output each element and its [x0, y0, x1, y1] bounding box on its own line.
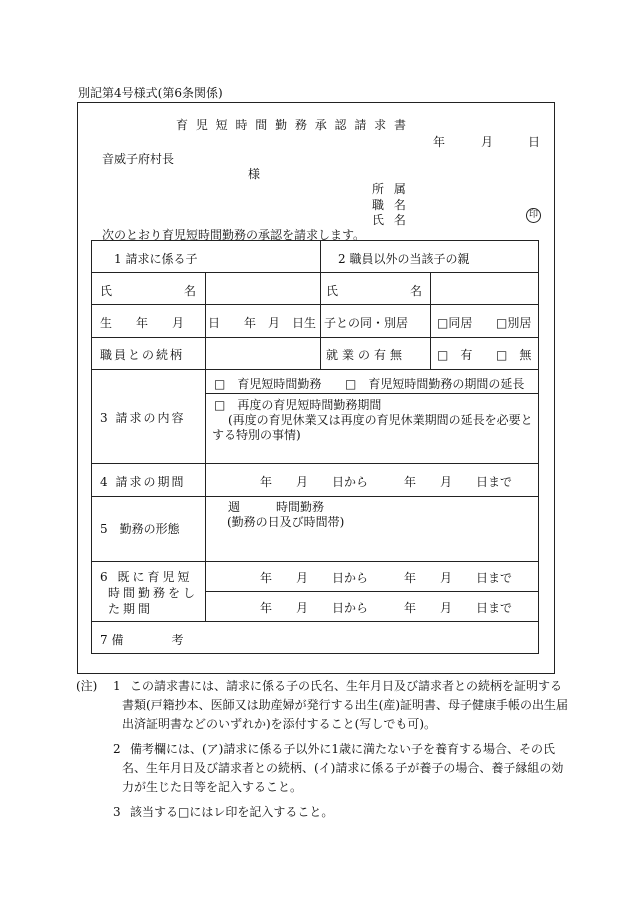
col-line — [205, 369, 206, 621]
option-extension-checkbox[interactable]: □ 育児短時間勤務の期間の延長 — [345, 377, 525, 391]
col-line — [320, 240, 321, 369]
row-line — [91, 337, 539, 338]
previous-period-label-2: 時間勤務をし — [108, 586, 199, 600]
note-3-number: 3 — [113, 805, 121, 819]
previous-period-1: 年 月 日から 年 月 日まで — [260, 571, 513, 585]
row-line — [205, 591, 539, 592]
birth-date-value: 年 月 日生 — [244, 316, 317, 330]
employment-label: 就業の有無 — [326, 348, 407, 362]
option-short-work-checkbox[interactable]: □ 育児短時間勤務 — [214, 377, 322, 391]
note-1-line: 出済証明書などのいずれか)を添付すること(写しでも可)。 — [122, 717, 437, 731]
date-month: 月 — [481, 135, 494, 149]
affiliation-label: 所 属 — [372, 182, 409, 196]
relation-label: 職員との続柄 — [100, 348, 185, 362]
form-title: 育 児 短 時 間 勤 務 承 認 請 求 書 — [176, 118, 408, 132]
previous-period-2: 年 月 日から 年 月 日まで — [260, 601, 513, 615]
child-name-label: 氏 名 — [100, 284, 197, 298]
row-line — [91, 369, 539, 370]
birth-date-label: 生 年 月 日 — [100, 316, 227, 330]
note-2-line: 備考欄には、(ア)請求に係る子以外に1歳に満たない子を養育する場合、その氏 — [130, 742, 556, 756]
cohabit-separate-checkbox[interactable]: □別居 — [496, 316, 532, 330]
date-day: 日 — [528, 135, 541, 149]
addressee: 音威子府村長 — [102, 152, 175, 166]
work-hours-per-week: 週 時間勤務 — [228, 500, 325, 514]
section-other-parent-title: 2 職員以外の当該子の親 — [338, 252, 470, 266]
seal-mark: 印 — [526, 208, 541, 223]
previous-period-label-1: 6 既に育児短 — [100, 570, 193, 584]
option-repeat-checkbox[interactable]: □ 再度の育児短時間勤務期間 — [214, 398, 382, 412]
section-child-title: 1 請求に係る子 — [114, 252, 198, 266]
cohabit-same-checkbox[interactable]: □同居 — [437, 316, 473, 330]
previous-period-label-3: た期間 — [108, 602, 154, 616]
note-3-line: 該当する□にはレ印を記入すること。 — [130, 805, 334, 819]
position-label: 職 名 — [372, 198, 409, 212]
employment-yes-checkbox[interactable]: □ 有 — [437, 348, 473, 362]
row-line — [91, 621, 539, 622]
request-period-label: 4 請求の期間 — [100, 475, 186, 489]
honorific: 様 — [248, 167, 261, 181]
parent-name-label: 氏 名 — [326, 284, 423, 298]
col-line — [430, 272, 431, 369]
work-days-times: (勤務の日及び時間帯) — [227, 515, 345, 529]
form-number: 別記第4号様式(第6条関係) — [78, 86, 223, 100]
cohabitation-label: 子との同・別居 — [324, 316, 409, 330]
row-line — [91, 496, 539, 497]
row-line — [91, 561, 539, 562]
row-line — [205, 393, 539, 394]
note-1-line: 書類(戸籍抄本、医師又は助産婦が発行する出生(産)証明書、母子健康手帳の出生届 — [122, 698, 569, 712]
intro-text: 次のとおり育児短時間勤務の承認を請求します。 — [102, 228, 366, 242]
note-2-line: 名、生年月日及び請求者との続柄、(イ)請求に係る子が養子の場合、養子縁組の効 — [122, 761, 564, 775]
note-2-number: 2 — [113, 742, 121, 756]
row-line — [91, 304, 539, 305]
employment-no-checkbox[interactable]: □ 無 — [496, 348, 532, 362]
note-1-number: 1 — [113, 679, 121, 693]
notes-label: (注) — [76, 679, 98, 693]
remarks-label: 7 備 考 — [100, 633, 184, 647]
request-content-label: 3 請求の内容 — [100, 411, 186, 425]
note-2-line: 力が生じた日等を記入すること。 — [122, 780, 303, 794]
repeat-reason-note: (再度の育児休業又は再度の育児休業期間の延長を必要と — [228, 413, 533, 427]
note-1-line: この請求書には、請求に係る子の氏名、生年月日及び請求者との続柄を証明する — [130, 679, 563, 693]
request-period-value: 年 月 日から 年 月 日まで — [260, 475, 513, 489]
date-year: 年 — [433, 135, 446, 149]
row-line — [91, 272, 539, 273]
name-label: 氏 名 — [372, 213, 409, 227]
repeat-reason-note-cont: する特別の事情) — [212, 428, 301, 442]
row-line — [91, 463, 539, 464]
work-form-label: 5 勤務の形態 — [100, 522, 180, 536]
